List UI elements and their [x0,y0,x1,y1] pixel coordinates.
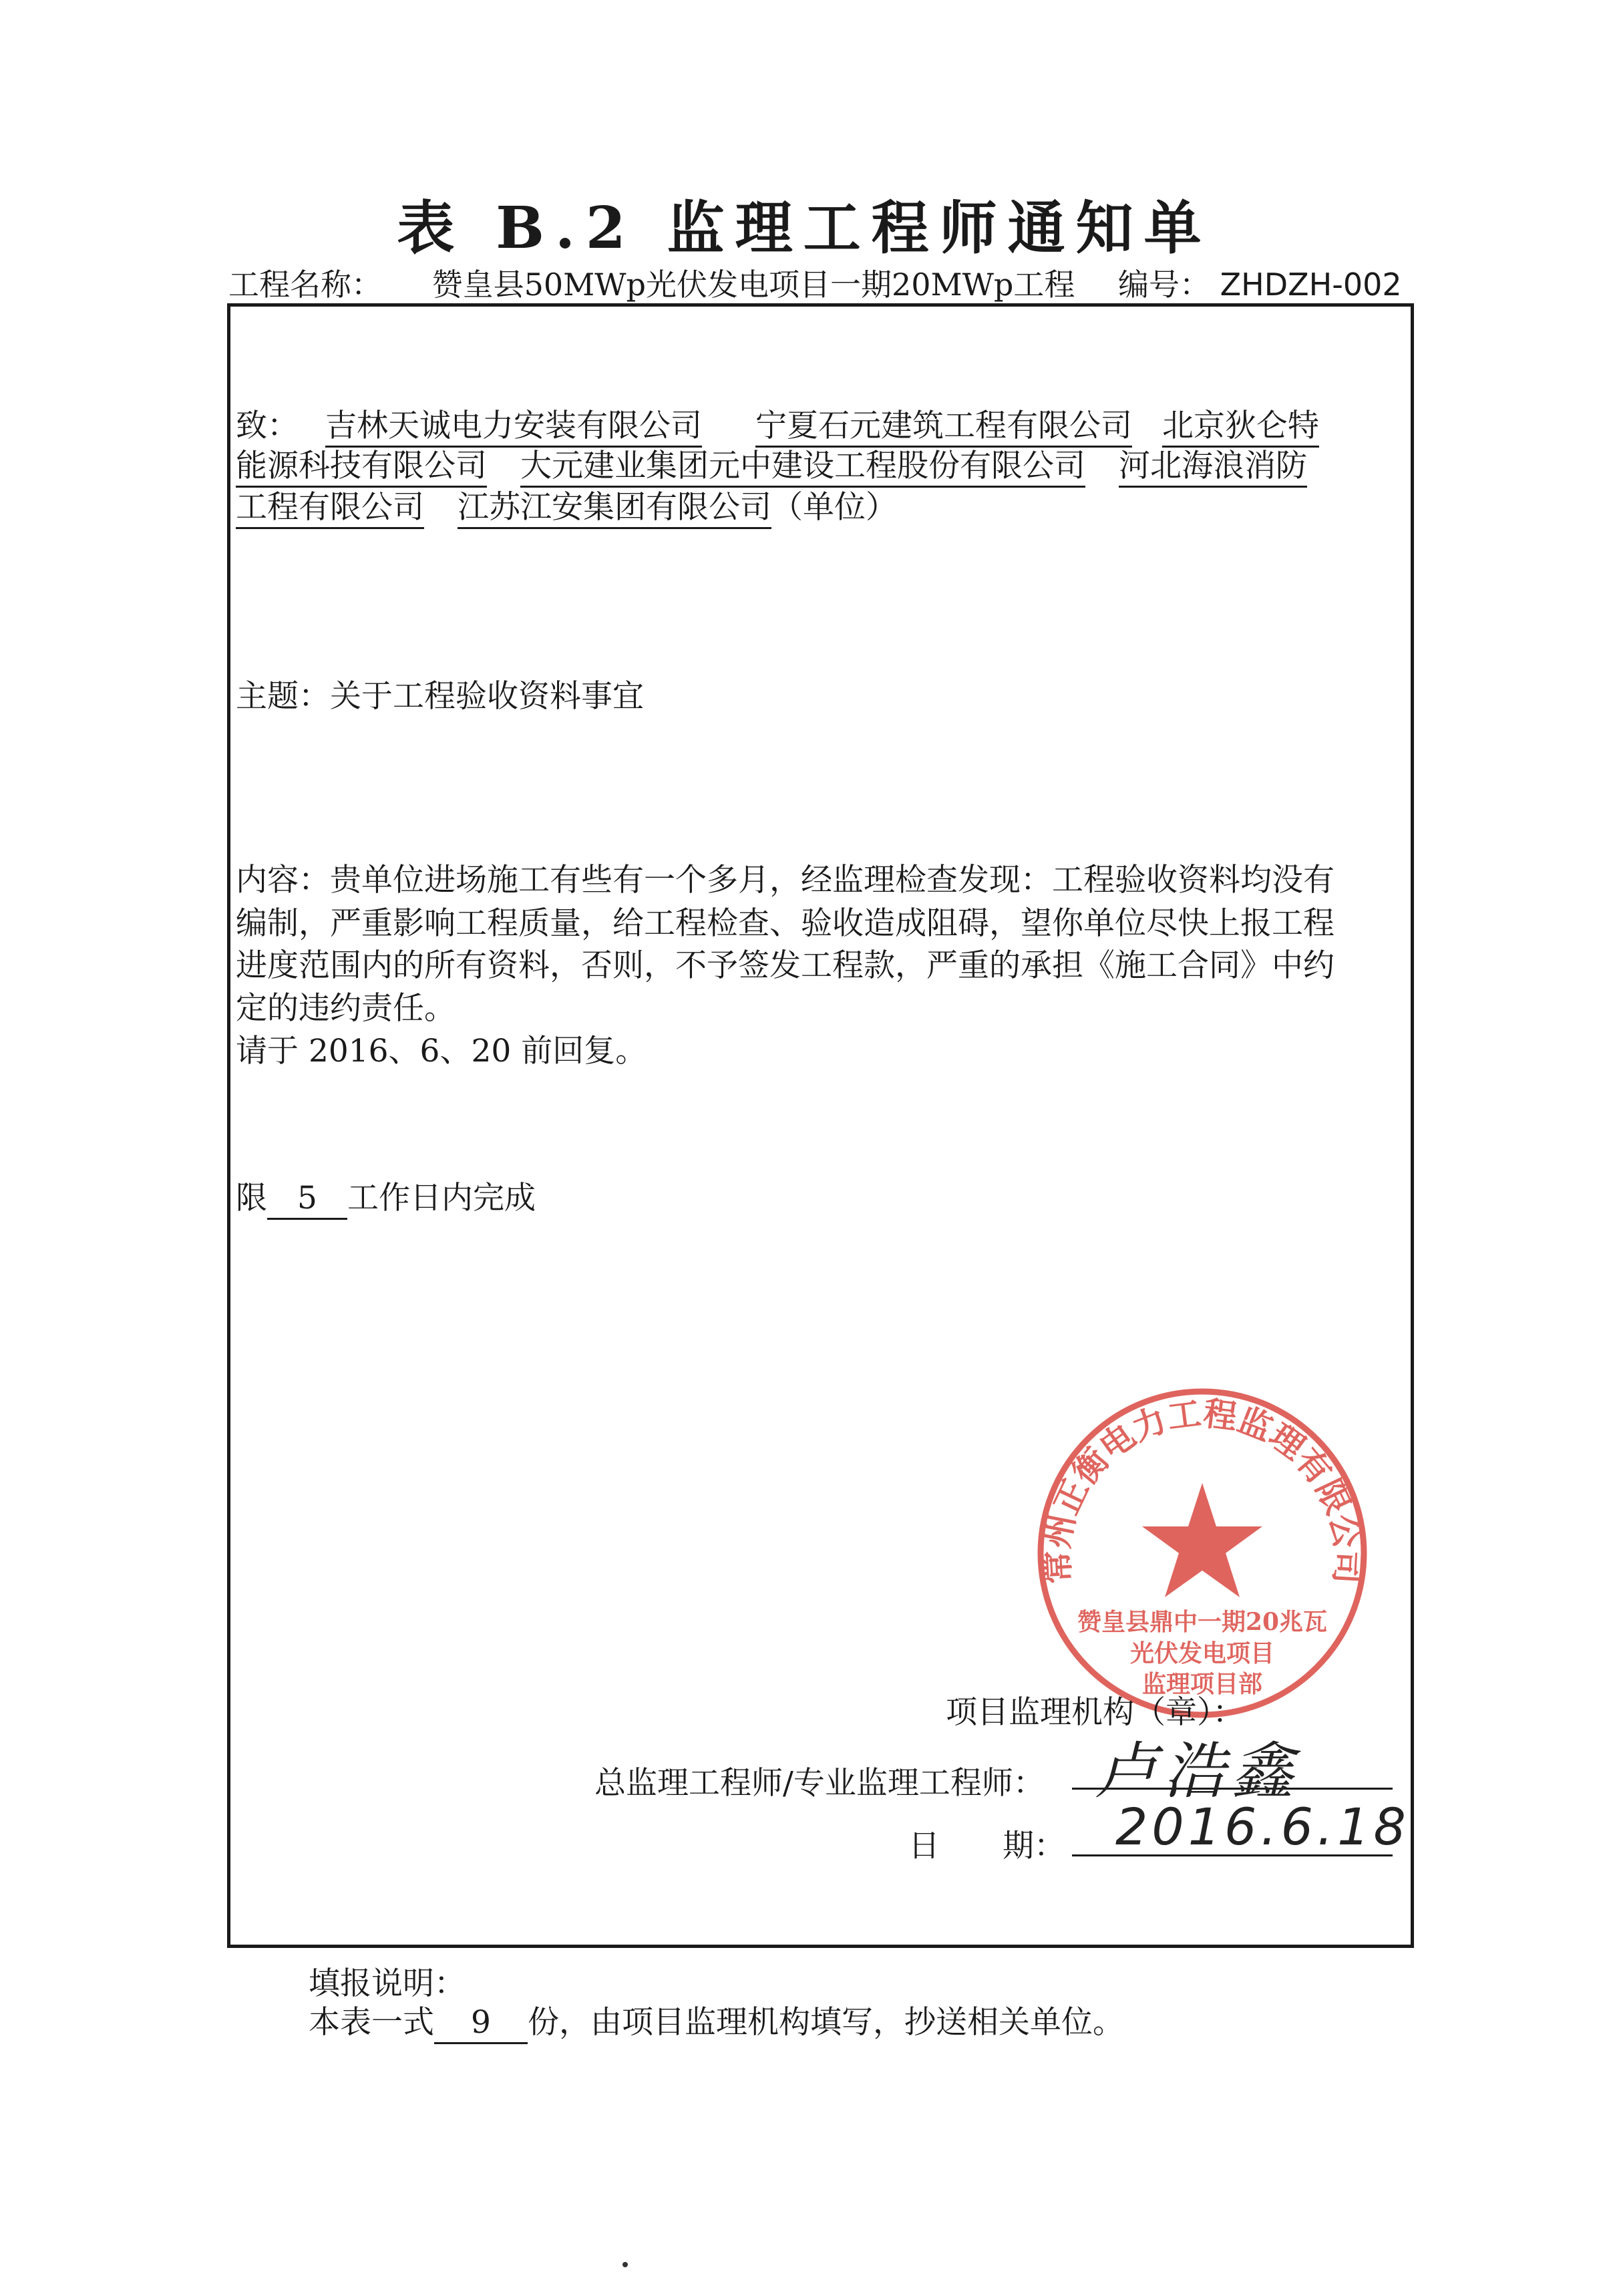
notes-copies-count: 9 [434,2004,528,2044]
deadline-prefix: 限 [236,1180,267,1216]
recipients-line-2 [236,441,1307,486]
form-number-value: ZHDZH-002 [1220,267,1402,303]
form-number-label: 编号： [1117,267,1210,303]
content-line-1: 内容：贵单位进场施工有些有一个多月，经监理检查发现：工程验收资料均没有 [236,862,1334,898]
subject-line [236,671,644,716]
recipient-company-3-part2: 能源科技有限公司 [236,448,487,488]
stamp-inner-line-2: 光伏发电项目 [1129,1639,1275,1667]
subject-text: 关于工程验收资料事宜 [330,678,644,715]
engineer-signature: 卢浩鑫 [1095,1736,1300,1807]
recipient-company-5-part2: 工程有限公司 [236,489,424,529]
notes-heading: 填报说明： [309,1965,466,2002]
recipients-label: 致： [236,407,299,444]
date-label: 日 期： [908,1828,1065,1864]
content-line-2: 编制，严重影响工程质量，给工程检查、验收造成阻碍，望你单位尽快上报工程 [236,905,1334,942]
recipient-company-3-part1: 北京狄仑特 [1162,407,1319,448]
notes-copies-prefix: 本表一式 [309,2004,434,2041]
notes-copies-suffix: 份，由项目监理机构填写，抄送相关单位。 [528,2004,1124,2041]
stamp-inner-line-3: 监理项目部 [1141,1670,1263,1698]
recipient-company-1: 吉林天诚电力安装有限公司 [325,407,702,448]
official-stamp [1022,1373,1383,1734]
project-name-label: 工程名称： [228,267,382,303]
org-seal-label: 项目监理机构（章）： [946,1694,1244,1731]
project-name-value: 赞皇县50MWp光伏发电项目一期20MWp工程 [431,267,1075,303]
deadline-suffix: 工作日内完成 [347,1180,536,1216]
content-reply-request: 请于 2016、6、20 前回复。 [236,1033,647,1070]
recipient-company-6: 江苏江安集团有限公司 [458,489,771,529]
recipients-line-3 [236,482,897,527]
recipients-line-1 [236,401,1319,446]
scan-speck [622,2262,628,2267]
form-header [228,261,1402,305]
deadline-days: 5 [267,1180,347,1220]
subject-label: 主题： [236,678,330,715]
content-line-3: 进度范围内的所有资料，否则，不予签发工程款，严重的承担《施工合同》中约 [236,947,1334,984]
deadline-line [236,1173,536,1220]
recipient-company-4: 大元建业集团元中建设工程股份有限公司 [520,448,1085,488]
recipient-company-2: 宁夏石元建筑工程有限公司 [755,407,1132,448]
date-value: 2016.6.18 [1115,1797,1410,1856]
recipients-suffix: （单位） [771,489,897,526]
notes-copies-line [309,1997,1124,2044]
form-title: 表 B.2 监理工程师通知单 [397,194,1212,262]
engineer-label: 总监理工程师/专业监理工程师： [594,1765,1045,1802]
content-line-4: 定的违约责任。 [236,990,456,1027]
recipient-company-5-part1: 河北海浪消防 [1119,448,1307,488]
stamp-inner-line-1: 赞皇县鼎中一期20兆瓦 [1077,1608,1328,1636]
stamp-star-icon [1142,1483,1262,1597]
stamp-outer-text-path: 常州正衡电力工程监理有限公司 [1036,1393,1369,1585]
